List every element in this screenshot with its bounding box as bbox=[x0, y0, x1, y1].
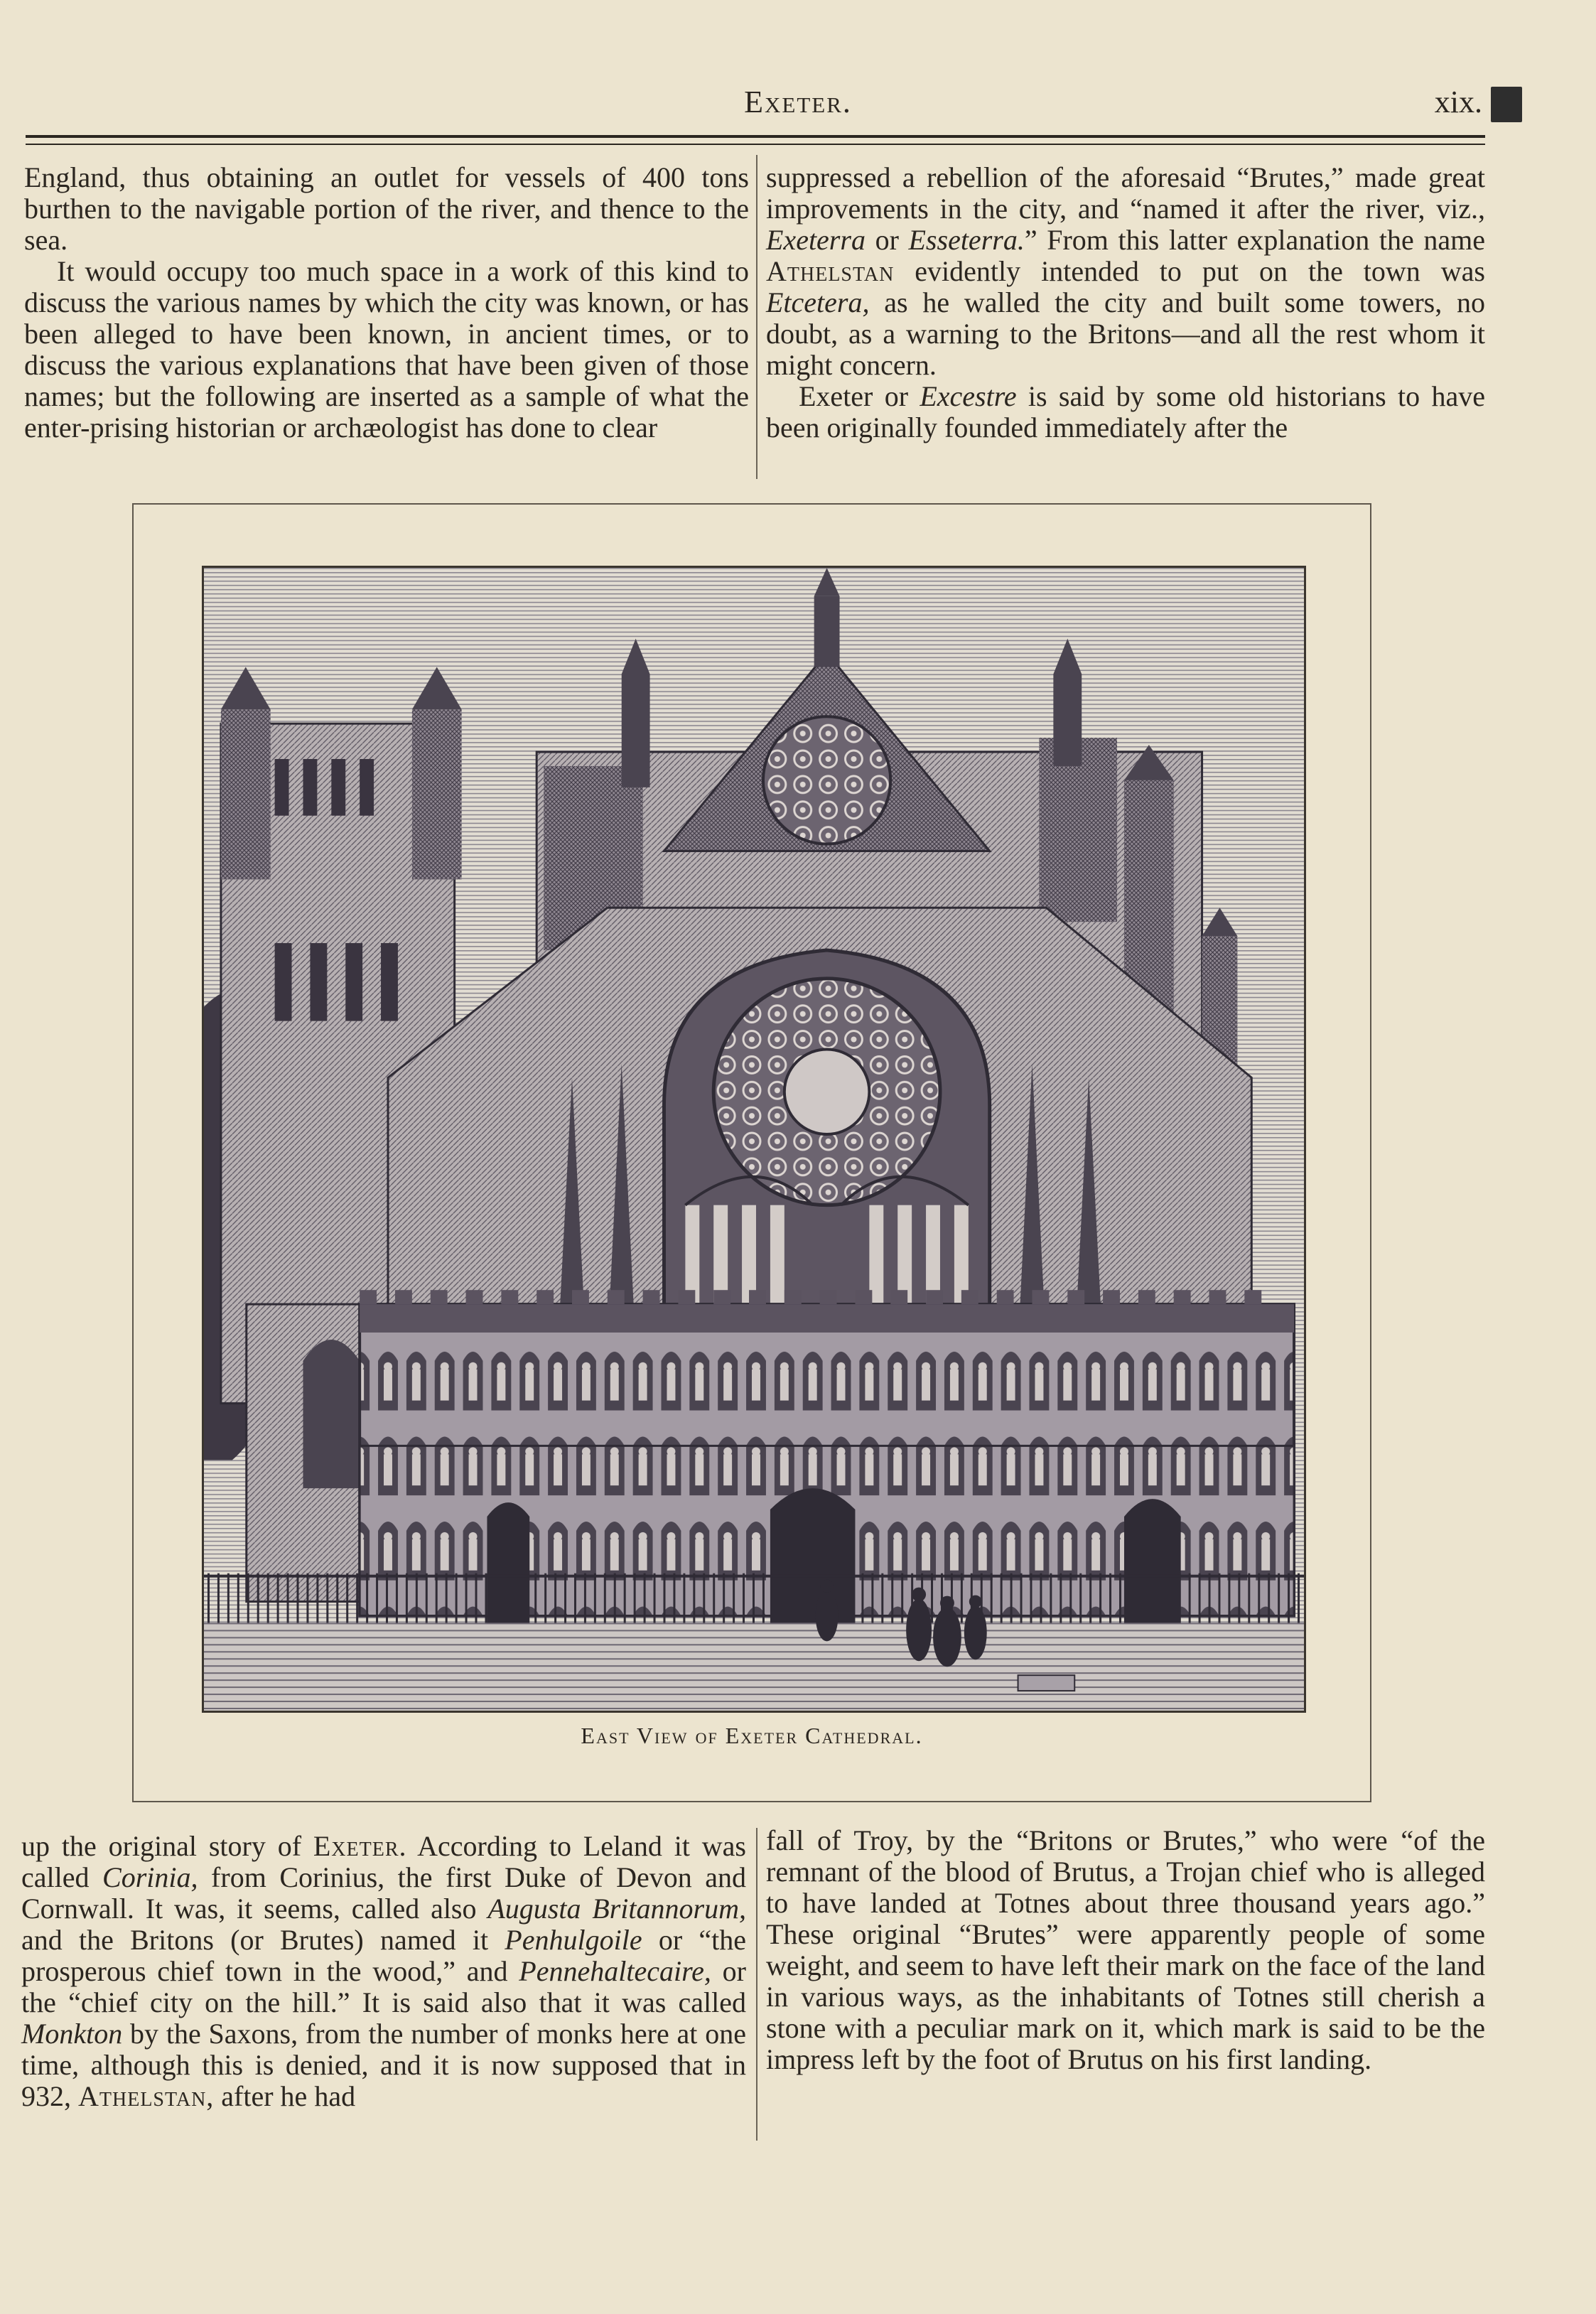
header-rule-thick bbox=[26, 135, 1485, 138]
bottom-left-column bbox=[21, 1831, 746, 2112]
paragraph: Exeter or Excestre is said by some old historians to have been originally founded immediately after the bbox=[766, 380, 1486, 443]
bottom-right-column bbox=[766, 1825, 1485, 2075]
top-right-column bbox=[766, 162, 1485, 443]
paragraph: suppressed a rebellion of the aforesaid “Brutes,” made great improvements in the city, and “named it after the river, viz., Exeterra or Esseterra.” From this latter explanation the name Athelstan evidently intended to put on the town was Etcetera, as he walled the city and built some towers, no doubt, as a warning to the Britons—and all the rest whom it might concern. bbox=[766, 161, 1485, 381]
page-number: xix. bbox=[1434, 85, 1482, 119]
running-title: Exeter. bbox=[744, 85, 852, 119]
figure-caption: East View of Exeter Cathedral. bbox=[581, 1723, 923, 1748]
paragraph: England, thus obtaining an outlet for vessels of 400 tons burthen to the navigable portion of the river, and thence to the sea. bbox=[24, 161, 749, 256]
paragraph: fall of Troy, by the “Britons or Brutes,” who were “of the remnant of the blood of Brutus, a Trojan chief who is alleged to have landed at Totnes about three thousand years ago.” These original “Brutes” were apparently people of some weight, and seem to have left their mark on the face of the land in various ways, as the inhabitants of Totnes still cherish a stone with a peculiar mark on it, which mark is said to be the impress left by the foot of Brutus on his first landing. bbox=[766, 1824, 1485, 2075]
paragraph: up the original story of Exeter. According to Leland it was called Corinia, from Corinius, the first Duke of Devon and Cornwall. It was, it seems, called also Augusta Britannorum, and the Britons (or Brutes) named it Penhulgoile or “the prosperous chief town in the wood,” and Pennehaltecaire, or the “chief city on the hill.” It is said also that it was called Monkton by the Saxons, from the number of monks here at one time, although this is denied, and it is now supposed that in 932, Athelstan, after he had bbox=[21, 1830, 747, 2112]
paragraph: It would occupy too much space in a work of this kind to discuss the various names by which the city was known, or has been alleged to have been known, in ancient times, or to discuss the various explanations that have been given of those names; but the following are inserted as a sample of what the enter-prising historian or archæologist has done to clear bbox=[24, 255, 749, 443]
top-left-column bbox=[24, 162, 749, 443]
column-divider bbox=[756, 1828, 757, 2141]
library-stamp-mark bbox=[1491, 87, 1522, 122]
header-rule-thin bbox=[26, 144, 1485, 145]
cathedral-engraving bbox=[202, 566, 1306, 1713]
column-divider bbox=[756, 155, 757, 479]
